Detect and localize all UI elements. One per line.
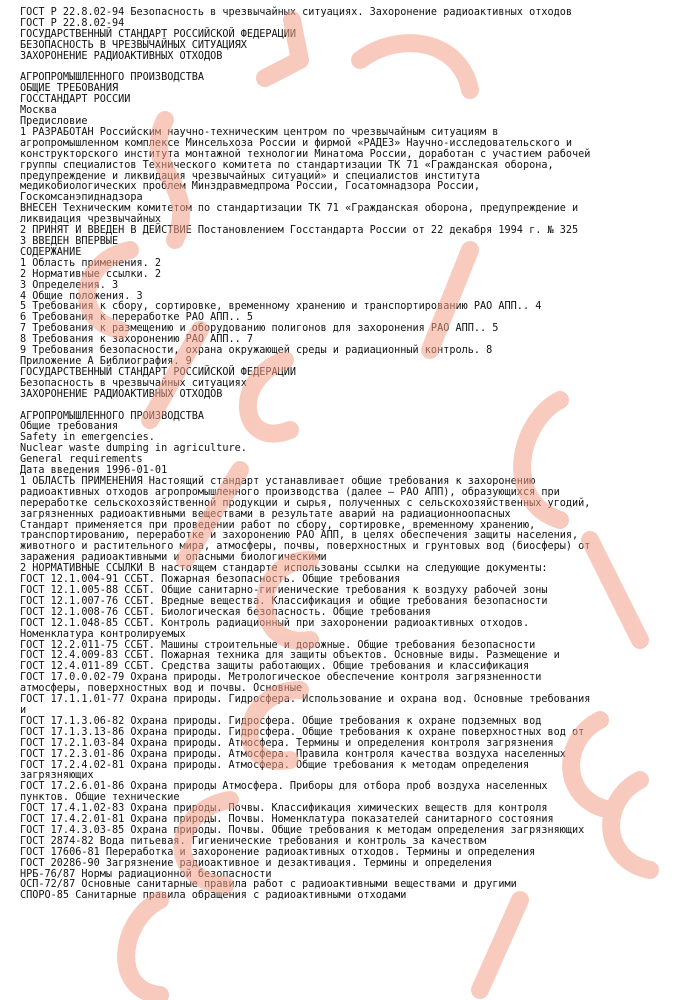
watermark-text: standartgost.ru bbox=[0, 0, 6, 1]
text-line: ГОССТАНДАРТ РОССИИ bbox=[20, 94, 131, 106]
text-line: загрязненных радиоактивными веществами в результате аварий на радиационноопасных bbox=[20, 508, 511, 520]
text-line: ГОСТ Р 22.8.02-94 Безопасность в чрезвычайных ситуациях. Захоронение радиоактивных отходов bbox=[20, 7, 573, 18]
text-line: АГРОПРОМЫШЛЕННОГО ПРОИЗВОДСТВА bbox=[20, 72, 205, 84]
text-line: ГОСТ 17.1.1.01-77 Охрана природы. Гидросфера. Использование и охрана вод. Основные требования bbox=[20, 694, 591, 706]
text-line: ГОСТ 17.2.6.01-86 Охрана природы Атмосфера. Приборы для отбора проб воздуха населенных bbox=[20, 781, 548, 793]
text-line: Дата введения 1996-01-01 bbox=[20, 465, 168, 477]
text-line: Номенклатура контролируемых bbox=[20, 628, 186, 640]
text-line: 4 Общие положения. 3 bbox=[20, 290, 143, 302]
document-text bbox=[20, 8, 680, 902]
text-line: предупреждение и ликвидация чрезвычайных ситуаций» и специалистов института bbox=[20, 170, 481, 182]
text-line: ГОСТ 2874-82 Вода питьевая. Гигиенические требования и контроль за качеством bbox=[20, 835, 487, 847]
text-line: 7 Требования к размещению и оборудованию полигонов для захоронения РАО АПП.. 5 bbox=[20, 323, 499, 335]
text-line: Госкомсанэпиднадзора bbox=[20, 192, 143, 204]
text-line: АГРОПРОМЫШЛЕННОГО ПРОИЗВОДСТВА bbox=[20, 410, 205, 422]
text-line: группы специалистов Технического комитета по стандартизации ТК 71 «Гражданская оборона, bbox=[20, 159, 554, 171]
text-line: ГОСТ 12.2.011-75 ССБТ. Машины строительные и дорожные. Общие требования безопасности bbox=[20, 639, 536, 651]
text-line: ЗАХОРОНЕНИЕ РАДИОАКТИВНЫХ ОТХОДОВ bbox=[20, 50, 223, 62]
text-line bbox=[20, 401, 680, 412]
text-line: ГОСТ 17.4.1.02-83 Охрана природы. Почвы. Классификация химических веществ для контроля bbox=[20, 803, 548, 815]
text-line: ГОСТ 12.1.007-76 ССБТ. Вредные вещества. Классификация и общие требования безопасности bbox=[20, 595, 548, 607]
text-line: 2 ПРИНЯТ И ВВЕДЕН В ДЕЙСТВИЕ Постановлением Госстандарта России от 22 декабря 1994 г. № 325 bbox=[20, 225, 579, 237]
text-line: ГОСТ 17.2.4.02-81 Охрана природы. Атмосфера. Общие требования к методам определения bbox=[20, 759, 530, 771]
text-line: конструкторского института монтажной технологии Минатома России, доработан с участием рабочей bbox=[20, 148, 591, 160]
text-line: ГОСТ 17.2.3.01-86 Охрана природы. Атмосфера. Правила контроля качества воздуха населенных bbox=[20, 748, 566, 760]
text-line: ОБЩИЕ ТРЕБОВАНИЯ bbox=[20, 83, 119, 95]
text-line: ЗАХОРОНЕНИЕ РАДИОАКТИВНЫХ ОТХОДОВ bbox=[20, 388, 223, 400]
text-line: животного и растительного мира, атмосферы, почвы, поверхностных и грунтовых вод (биосферы) от bbox=[20, 541, 591, 553]
text-line: ГОСТ 17.4.3.03-85 Охрана природы. Почвы. Общие требования к методам определения загрязняющих bbox=[20, 824, 585, 836]
text-line: Москва bbox=[20, 105, 57, 117]
text-line: ГОСТ 17606-81 Переработка и захоронение радиоактивных отходов. Термины и определения bbox=[20, 846, 536, 858]
text-line: 1 ОБЛАСТЬ ПРИМЕНЕНИЯ Настоящий стандарт устанавливает общие требования к захоронению bbox=[20, 475, 536, 487]
text-line: транспортированию, переработке и захоронению РАО АПП, в целях обеспечения защиты населения, bbox=[20, 530, 579, 542]
text-line: пунктов. Общие технические bbox=[20, 792, 180, 804]
text-line: ГОСТ 12.4.009-83 ССБТ. Пожарная техника для защиты объектов. Основные виды. Размещение и bbox=[20, 650, 560, 662]
text-line: ГОСУДАРСТВЕННЫЙ СТАНДАРТ РОССИЙСКОЙ ФЕДЕРАЦИИ bbox=[20, 28, 297, 40]
text-line: радиоактивных отходов агропромышленного производства (далее — РАО АПП), образующихся при bbox=[20, 486, 560, 498]
text-line: атмосферы, поверхностных вод и почвы. Основные bbox=[20, 683, 303, 695]
text-line: СПОРО-85 Санитарные правила обращения с радиоактивными отходами bbox=[20, 890, 407, 902]
text-line: НРБ-76/87 Нормы радиационной безопасности bbox=[20, 868, 272, 880]
text-line: 9 Требования безопасности, охрана окружающей среды и радиационный контроль. 8 bbox=[20, 345, 493, 357]
text-line: Общие требования bbox=[20, 421, 119, 433]
text-line: БЕЗОПАСНОСТЬ В ЧРЕЗВЫЧАЙНЫХ СИТУАЦИЯХ bbox=[20, 39, 247, 51]
text-line: ГОСТ 17.2.1.03-84 Охрана природы. Атмосфера. Термины и определения контроля загрязнения bbox=[20, 737, 554, 749]
text-line: ГОСТ 20286-90 Загрязнение радиоактивное и дезактивация. Термины и определения bbox=[20, 857, 493, 869]
text-line: ГОСТ 12.1.004-91 ССБТ. Пожарная безопасность. Общие требования bbox=[20, 574, 401, 586]
text-line: ГОСТ 17.1.3.06-82 Охрана природы. Гидросфера. Общие требования к охране подземных вод bbox=[20, 715, 542, 727]
text-line: загрязняющих bbox=[20, 770, 94, 782]
text-line: ВНЕСЕН Техническим комитетом по стандартизации ТК 71 «Гражданская оборона, предупреждение и bbox=[20, 203, 579, 215]
text-line: Стандарт применяется при проведении работ по сбору, сортировке, временному хранению, bbox=[20, 519, 536, 531]
text-line: заражения радиоактивными и опасными биологическими bbox=[20, 552, 327, 564]
text-line: ГОСТ 12.1.048-85 ССБТ. Контроль радиационный при захоронении радиоактивных отходов. bbox=[20, 617, 530, 629]
text-line: Безопасность в чрезвычайных ситуациях bbox=[20, 377, 247, 389]
text-line: Nuclear waste dumping in agriculture. bbox=[20, 443, 247, 455]
text-line: ГОСУДАРСТВЕННЫЙ СТАНДАРТ РОССИЙСКОЙ ФЕДЕРАЦИИ bbox=[20, 366, 297, 378]
text-line: и bbox=[20, 704, 27, 716]
text-line: 5 Требования к сбору, сортировке, временному хранению и транспортированию РАО АПП.. 4 bbox=[20, 301, 542, 313]
text-line: агропромышленном комплексе Минсельхоза России и фирмой «РАДЕЗ» Научно-исследовательского и bbox=[20, 137, 573, 149]
text-line: ГОСТ 12.4.011-89 ССБТ. Средства защиты работающих. Общие требования и классификация bbox=[20, 661, 530, 673]
text-line: ГОСТ 17.4.2.01-81 Охрана природы. Почвы. Номенклатура показателей санитарного состояния bbox=[20, 814, 554, 826]
text-line: ГОСТ 12.1.005-88 ССБТ. Общие санитарно-гигиенические требования к воздуху рабочей зоны bbox=[20, 585, 548, 596]
text-line: Safety in emergencies. bbox=[20, 432, 155, 444]
text-line: 2 НОРМАТИВНЫЕ ССЫЛКИ В настоящем стандарте использованы ссылки на следующие документы: bbox=[20, 563, 548, 575]
text-line: 8 Требования к захоронению РАО АПП.. 7 bbox=[20, 334, 254, 346]
text-line: 3 ВВЕДЕН ВПЕРВЫЕ bbox=[20, 236, 119, 248]
text-line: ГОСТ 17.0.0.02-79 Охрана природы. Метрологическое обеспечение контроля загрязненности bbox=[20, 672, 542, 684]
text-line: Приложение А Библиография. 9 bbox=[20, 355, 192, 367]
text-line: 3 Определения. 3 bbox=[20, 279, 119, 291]
text-line: ОСП-72/87 Основные санитарные правила работ с радиоактивными веществами и другими bbox=[20, 879, 517, 891]
text-line: ГОСТ 12.1.008-76 ССБТ. Биологическая безопасность. Общие требования bbox=[20, 606, 431, 618]
text-line: ГОСТ Р 22.8.02-94 bbox=[20, 17, 125, 29]
text-line: 1 Область применения. 2 bbox=[20, 257, 162, 269]
text-line: СОДЕРЖАНИЕ bbox=[20, 246, 82, 258]
text-line: 1 РАЗРАБОТАН Российским научно-техническим центром по чрезвычайным ситуациям в bbox=[20, 126, 499, 138]
text-line: 2 Нормативные ссылки. 2 bbox=[20, 268, 162, 280]
text-line: General requirements bbox=[20, 454, 143, 466]
text-line: медикобиологических проблем Минздравмедпрома России, Госатомнадзора России, bbox=[20, 181, 481, 193]
text-line: ликвидация чрезвычайных bbox=[20, 214, 162, 226]
text-line: 6 Требования к переработке РАО АПП.. 5 bbox=[20, 312, 254, 324]
text-line: переработке сельскохозяйственной продукции и сырья, полученных с сельскохозяйственных угодий, bbox=[20, 497, 591, 509]
text-line: Предисловие bbox=[20, 116, 88, 128]
text-line: ГОСТ 17.1.3.13-86 Охрана природы. Гидросфера. Общие требования к охране поверхностных вод от bbox=[20, 726, 585, 738]
